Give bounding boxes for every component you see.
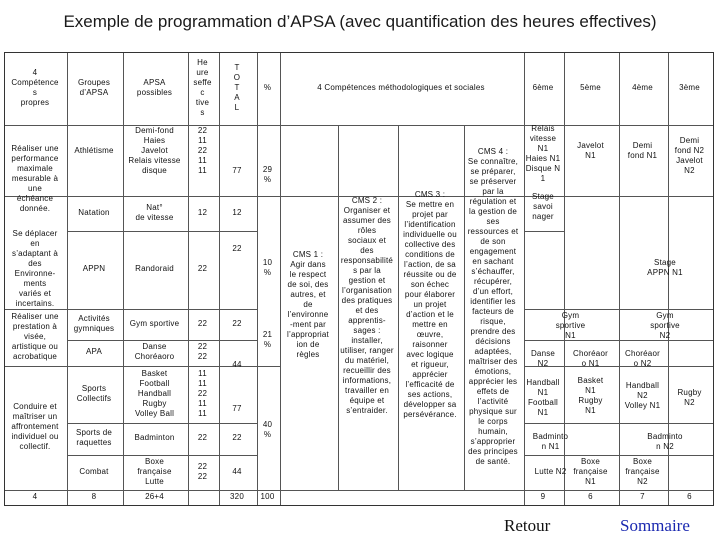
total-apa: 44 [232, 360, 242, 369]
level-r7-65: Badminto n N1 [532, 432, 569, 451]
hours-sports-collectifs: 11 11 22 11 11 [197, 368, 208, 418]
header-heures: He ure seffe c tive s [193, 58, 212, 117]
group-sports-collectifs: Sports Collectifs [76, 383, 112, 403]
level-r3-43: Stage APPN N1 [647, 258, 683, 277]
group-combat: Combat [79, 466, 109, 476]
level-r4-65: Gym sportive N1 [555, 311, 586, 340]
total-heures: 320 [230, 491, 244, 501]
percent-cp1: 29 % [262, 165, 273, 184]
cms4-text: CMS 4 : Se connaître, se préparer, se préserver par la régulation et la gestion de ses ressources et de son engagement en sachant s’échauffer, récupérer, d’un effort, identifier les facteurs de risque, prendre des décisions adaptées, maîtriser des émotions, apprécier les effets de l’activité physique sur le corps humain, s’approprier des principes de santé. [467, 146, 519, 466]
hours-apa: 22 22 [197, 342, 208, 361]
level-r1-3: Demi fond N2 Javelot N2 [674, 136, 705, 175]
cp4-text: Conduire et maîtriser un affrontement individuel ou collectif. [11, 402, 59, 451]
apsa-raquettes: Badminton [134, 433, 175, 442]
apsa-natation: Nat° de vitesse [135, 202, 174, 222]
level-r2-6: Stage savoi nager [532, 192, 554, 221]
percent-cp3: 21 % [262, 330, 273, 349]
apsa-apa: Danse Choréaoro [134, 342, 175, 361]
level-r7-43: Badminto n N2 [647, 432, 683, 451]
header-percent: % [263, 83, 272, 92]
level-r5-5: Choréaor o N1 [573, 349, 608, 368]
total-natation: 12 [232, 207, 242, 217]
total-appn: 22 [232, 244, 242, 253]
hours-raquettes: 22 [197, 433, 208, 442]
level-r6-6: Handball N1 Football N1 [526, 378, 560, 417]
retour-link[interactable]: Retour [504, 516, 551, 535]
header-competences: 4 Compétence s propres [11, 68, 59, 107]
total-sports-collectifs: 77 [232, 403, 242, 413]
level-r6-3: Rugby N2 [677, 388, 702, 407]
level-r1-4: Demi fond N1 [627, 141, 658, 160]
percent-cp4: 40 % [262, 420, 273, 439]
total-percent: 100 [260, 491, 275, 501]
total-level-5: 6 [588, 491, 593, 501]
total-level-6: 9 [540, 491, 546, 501]
total-gym: 22 [232, 318, 242, 328]
total-raquettes: 22 [232, 433, 242, 442]
header-level-6: 6ème [532, 83, 554, 92]
cms1-text: CMS 1 : Agir dans le respect de soi, des autres, et de l’environne -ment par l’appropriat ion de règles [287, 250, 329, 359]
level-r5-4: Choréaor o N2 [625, 349, 660, 368]
header-level-3: 3ème [679, 83, 700, 92]
total-cp: 4 [32, 491, 38, 501]
level-r8-4: Boxe française N2 [625, 456, 660, 486]
hours-combat: 22 22 [197, 461, 208, 481]
group-gym: Activités gymniques [73, 313, 115, 333]
group-raquettes: Sports de raquettes [75, 428, 113, 447]
group-natation: Natation [78, 207, 110, 217]
apsa-combat: Boxe française Lutte [137, 456, 172, 486]
apsa-appn: Randoraid [135, 264, 174, 273]
cms3-text: CMS 3 : Se mettre en projet par l’identification individuelle ou collective des conditions de l’action, de sa réussite ou de son échec pour élaborer un projet d’action et le mettre en œuvre, raisonner avec logique et rigueur, apprécier l’efficacité de ses actions, développer sa persévérance. [403, 190, 457, 419]
level-r8-6: Lutte N2 [534, 466, 567, 476]
level-r5-6: Danse N2 [530, 349, 556, 368]
hours-appn: 22 [197, 264, 208, 273]
level-r8-5: Boxe française N1 [573, 456, 608, 486]
apsa-sports-collectifs: Basket Football Handball Rugby Volley Ball [134, 368, 175, 418]
header-level-5: 5ème [580, 83, 601, 92]
total-groupes: 8 [91, 491, 97, 501]
level-r4-43: Gym sportive N2 [650, 311, 680, 340]
header-groupes: Groupes d’APSA [77, 78, 111, 97]
level-r6-5: Basket N1 Rugby N1 [577, 376, 604, 415]
group-athletisme: Athlétisme [74, 146, 114, 155]
cp1-text: Réaliser une performance maximale mesurable à une échéance donnée. [11, 144, 59, 213]
total-apsa: 26+4 [145, 491, 164, 501]
total-level-4: 7 [640, 491, 645, 501]
level-r1-6: Relais vitesse N1 Haies N1 Disque N 1 [525, 124, 561, 183]
total-athletisme: 77 [232, 166, 242, 175]
total-combat: 44 [232, 466, 242, 476]
level-r6-4: Handball N2 Volley N1 [624, 381, 661, 410]
page-title: Exemple de programmation d’APSA (avec quantification des heures effectives) [63, 12, 657, 31]
cms2-text: CMS 2 : Organiser et assumer des rôles sociaux et des responsabilité s par la gestion et l’organisation des pratiques et des apprentis- sages : installer, utiliser, ranger du matériel, recueillir des informations, travailler en équipe et s’entraider. [340, 196, 394, 415]
header-total: T O T A L [233, 63, 241, 112]
apsa-gym: Gym sportive [129, 318, 180, 328]
apsa-athletisme: Demi-fond Haies Javelot Relais vitesse disque [128, 126, 181, 175]
hours-gym: 22 [197, 318, 208, 328]
sommaire-link[interactable]: Sommaire [620, 516, 690, 535]
cp3-text: Réaliser une prestation à visée, artistique ou acrobatique [11, 311, 59, 361]
percent-cp2: 10 % [262, 258, 273, 277]
group-appn: APPN [82, 264, 106, 273]
header-apsa: APSA possibles [136, 78, 173, 97]
header-methodo: 4 Compétences méthodologiques et sociales [317, 83, 485, 92]
level-r1-5: Javelot N1 [577, 141, 604, 160]
header-level-4: 4ème [632, 83, 653, 92]
total-level-3: 6 [687, 491, 692, 501]
group-apa: APA [85, 347, 102, 356]
hours-athletisme: 22 11 22 11 11 [197, 126, 208, 175]
cp2-text: Se déplacer en s’adaptant à des Environne- ments variés et incertains. [12, 229, 58, 308]
hours-natation: 12 [197, 207, 208, 217]
